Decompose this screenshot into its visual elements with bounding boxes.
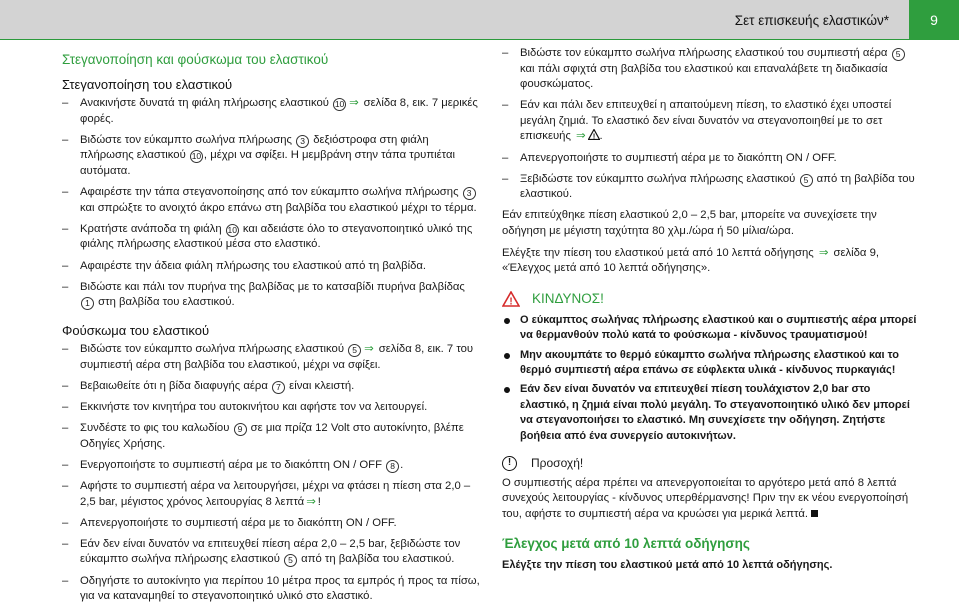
callout-number: 8 bbox=[386, 460, 399, 473]
callout-number: 10 bbox=[334, 99, 345, 110]
step-item: – Ανακινήστε δυνατά τη φιάλη πλήρωσης ελαστικού 10 ⇒ σελίδα 8, εικ. 7 μερικές φορές. bbox=[62, 97, 478, 125]
check-subtitle: Ελέγξτε την πίεση του ελαστικού μετά από 10 λεπτά οδήγησης. bbox=[502, 558, 833, 571]
callout-number: 5 bbox=[348, 344, 361, 357]
warning-triangle-icon bbox=[588, 129, 600, 140]
step-item: – Απενεργοποιήστε το συμπιεστή αέρα με το διακόπτη ON / OFF. bbox=[62, 516, 397, 529]
arrow-icon: ⇒ bbox=[349, 97, 359, 110]
arrow-icon: ⇒ bbox=[364, 343, 374, 356]
subsection-inflate-title: Φούσκωμα του ελαστικού bbox=[62, 322, 210, 338]
end-mark-icon bbox=[811, 510, 818, 517]
arrow-icon: ⇒ bbox=[818, 246, 829, 259]
page-header bbox=[0, 0, 959, 40]
step-item: – Απενεργοποιήστε το συμπιεστή αέρα με το διακόπτη ON / OFF. bbox=[502, 151, 837, 164]
callout-number: 7 bbox=[272, 381, 285, 394]
callout-number: 5 bbox=[892, 48, 905, 61]
right-column bbox=[502, 46, 922, 574]
callout-number: 1 bbox=[81, 297, 94, 310]
caution-text: Ο συμπιεστής αέρα πρέπει να απενεργοποιείται το αργότερο μετά από 8 λεπτά συνεχούς λειτουργίας - κίνδυνος υπερθέρμανσης! Πριν την εκ νέου ενεργοποίησή του, αφήστε το συμπιεστή αέρα να κρυώσει για μερικά λεπτά. bbox=[502, 476, 909, 520]
danger-bullet: Ο εύκαμπτος σωλήνας πλήρωσης ελαστικού και ο συμπιεστής αέρα μπορεί να θερμανθούν πολύ κατά το φούσκωμα - κίνδυνος τραυματισμού! bbox=[502, 313, 922, 344]
step-item: – Βιδώστε και πάλι τον πυρήνα της βαλβίδας με το κατσαβίδι πυρήνα βαλβίδας 1 στη βαλβίδα του ελαστικού. bbox=[62, 280, 465, 309]
step-item: – Βιδώστε τον εύκαμπτο σωλήνα πλήρωσης ελαστικού 5 ⇒ σελίδα 8, εικ. 7 του συμπιεστή αέρα στη βαλβίδα του ελαστικού, μέχρι να σφίξει. bbox=[62, 343, 474, 371]
caution-title: Προσοχή! bbox=[531, 455, 584, 470]
step-item: – Οδηγήστε το αυτοκίνητο για περίπου 10 μέτρα προς τα εμπρός ή προς τα πίσω, για να καταναμηθεί το στεγανοποιητικό υλικό στο ελαστικό. bbox=[62, 574, 480, 603]
step-item: – Αφήστε το συμπιεστή αέρα να λειτουργήσει, μέχρι να φτάσει η πίεση στα 2,0 – 2,5 bar, μέγιστος χρόνος λειτουργίας 8 λεπτά ⇒ ! bbox=[62, 480, 471, 508]
danger-box bbox=[502, 291, 922, 444]
check-section-title: Έλεγχος μετά από 10 λεπτά οδήγησης bbox=[502, 536, 750, 552]
callout-number: 10 bbox=[227, 224, 237, 235]
subsection-sealing-title: Στεγανοποίηση του ελαστικού bbox=[62, 76, 233, 92]
danger-bullet: Εάν δεν είναι δυνατόν να επιτευχθεί πίεση τουλάχιστον 2,0 bar στο ελαστικό, η ζημιά είναι πολύ μεγάλη. Το στεγανοποιητικό υλικό δεν μπορεί να στεγανοποιήσει το ελαστικό. Μη συνεχίσετε την οδήγηση. Ζητήστε βοήθεια από ένα συνεργείο αυτοκινήτων. bbox=[502, 382, 922, 444]
callout-number: 5 bbox=[800, 174, 813, 187]
step-item: – Εάν και πάλι δεν επιτευχθεί η απαιτούμενη πίεση, το ελαστικό έχει υποστεί μεγάλη ζημιά. Το ελαστικό δεν είναι δυνατόν να στεγανοποιηθεί με το σετ επισκευής ⇒ ! . bbox=[502, 99, 892, 143]
arrow-icon: ⇒ bbox=[576, 130, 586, 143]
step-item: – Συνδέστε το φις του καλωδίου 9 σε μια πρίζα 12 Volt στο αυτοκίνητο, βλέπε Οδηγίες Χρήσης. bbox=[62, 422, 464, 450]
paragraph: Ελέγξτε την πίεση του ελαστικού μετά από 10 λεπτά οδήγησης ⇒ σελίδα 9, «Έλεγχος μετά από 10 λεπτά οδήγησης». bbox=[502, 246, 880, 275]
caution-box bbox=[502, 456, 922, 522]
callout-number: 5 bbox=[284, 554, 297, 567]
callout-number: 3 bbox=[296, 135, 309, 148]
svg-text:!: ! bbox=[509, 296, 513, 307]
arrow-icon: ⇒ bbox=[306, 495, 316, 508]
step-item: – Βιδώστε τον εύκαμπτο σωλήνα πλήρωσης ελαστικού του συμπιεστή αέρα 5 και πάλι σφιχτά στη βαλβίδα του ελαστικού και επαναλάβετε τη διαδικασία φουσκώματος. bbox=[502, 46, 922, 93]
step-item: – Εκκινήστε τον κινητήρα του αυτοκινήτου και αφήστε τον να λειτουργεί. bbox=[62, 401, 428, 414]
header-title: Σετ επισκευής ελαστικών* bbox=[734, 13, 889, 28]
danger-triangle-icon bbox=[502, 291, 520, 307]
step-item: – Βιδώστε τον εύκαμπτο σωλήνα πλήρωσης 3 δεξιόστροφα στη φιάλη πλήρωσης ελαστικού 10 , μέχρι να σφίξει. Η μεμβράνη στην τάπα τρυπιέται αυτόματα. bbox=[62, 133, 456, 178]
step-item: – Ενεργοποιήστε το συμπιεστή αέρα με το διακόπτη ON / OFF 8 . bbox=[62, 458, 404, 471]
left-column bbox=[62, 46, 482, 610]
paragraph: Εάν επιτεύχθηκε πίεση ελαστικού 2,0 – 2,5 bar, μπορείτε να συνεχίσετε την οδήγηση με μέγιστη ταχύτητα 80 χλμ./ώρα ή 50 μίλια/ώρα. bbox=[502, 209, 877, 237]
step-item: – Βεβαιωθείτε ότι η βίδα διαφυγής αέρα 7 είναι κλειστή. bbox=[62, 380, 355, 393]
svg-text:!: ! bbox=[592, 133, 595, 141]
section-title: Στεγανοποίηση και φούσκωμα του ελαστικού bbox=[62, 52, 329, 67]
caution-exclamation-icon: ! bbox=[502, 456, 517, 471]
callout-number: 9 bbox=[234, 423, 247, 436]
step-item: – Κρατήστε ανάποδα τη φιάλη 10 και αδειάστε όλο το στεγανοποιητικό υλικό της φιάλης πλήρωσης ελαστικού μέσα στο ελαστικό. bbox=[62, 222, 473, 251]
page-number: 9 bbox=[909, 0, 959, 40]
step-item: – Αφαιρέστε την άδεια φιάλη πλήρωσης του ελαστικού από τη βαλβίδα. bbox=[62, 259, 427, 272]
callout-number: 3 bbox=[463, 187, 476, 200]
callout-number: 10 bbox=[191, 151, 202, 162]
danger-bullet: Μην ακουμπάτε το θερμό εύκαμπτο σωλήνα πλήρωσης ελαστικού και το θερμό συμπιεστή αέρα επάνω σε εύφλεκτα υλικά - κίνδυνος πυρκαγιάς! bbox=[502, 348, 922, 379]
danger-title: ΚΙΝΔΥΝΟΣ! bbox=[532, 290, 604, 306]
step-item: – Εάν δεν είναι δυνατόν να επιτευχθεί πίεση αέρα 2,0 – 2,5 bar, ξεβιδώστε τον εύκαμπτο σωλήνα πλήρωσης ελαστικού 5 από τη βαλβίδα του ελαστικού. bbox=[62, 537, 461, 566]
step-item: – Αφαιρέστε την τάπα στεγανοποίησης από τον εύκαμπτο σωλήνα πλήρωσης 3 και σπρώξτε το ανοιχτό άκρο επάνω στη βαλβίδα του ελαστικού μέχρι το τέρμα. bbox=[62, 186, 477, 214]
step-item: – Ξεβιδώστε τον εύκαμπτο σωλήνα πλήρωσης ελαστικού 5 από τη βαλβίδα του ελαστικού. bbox=[502, 172, 915, 201]
